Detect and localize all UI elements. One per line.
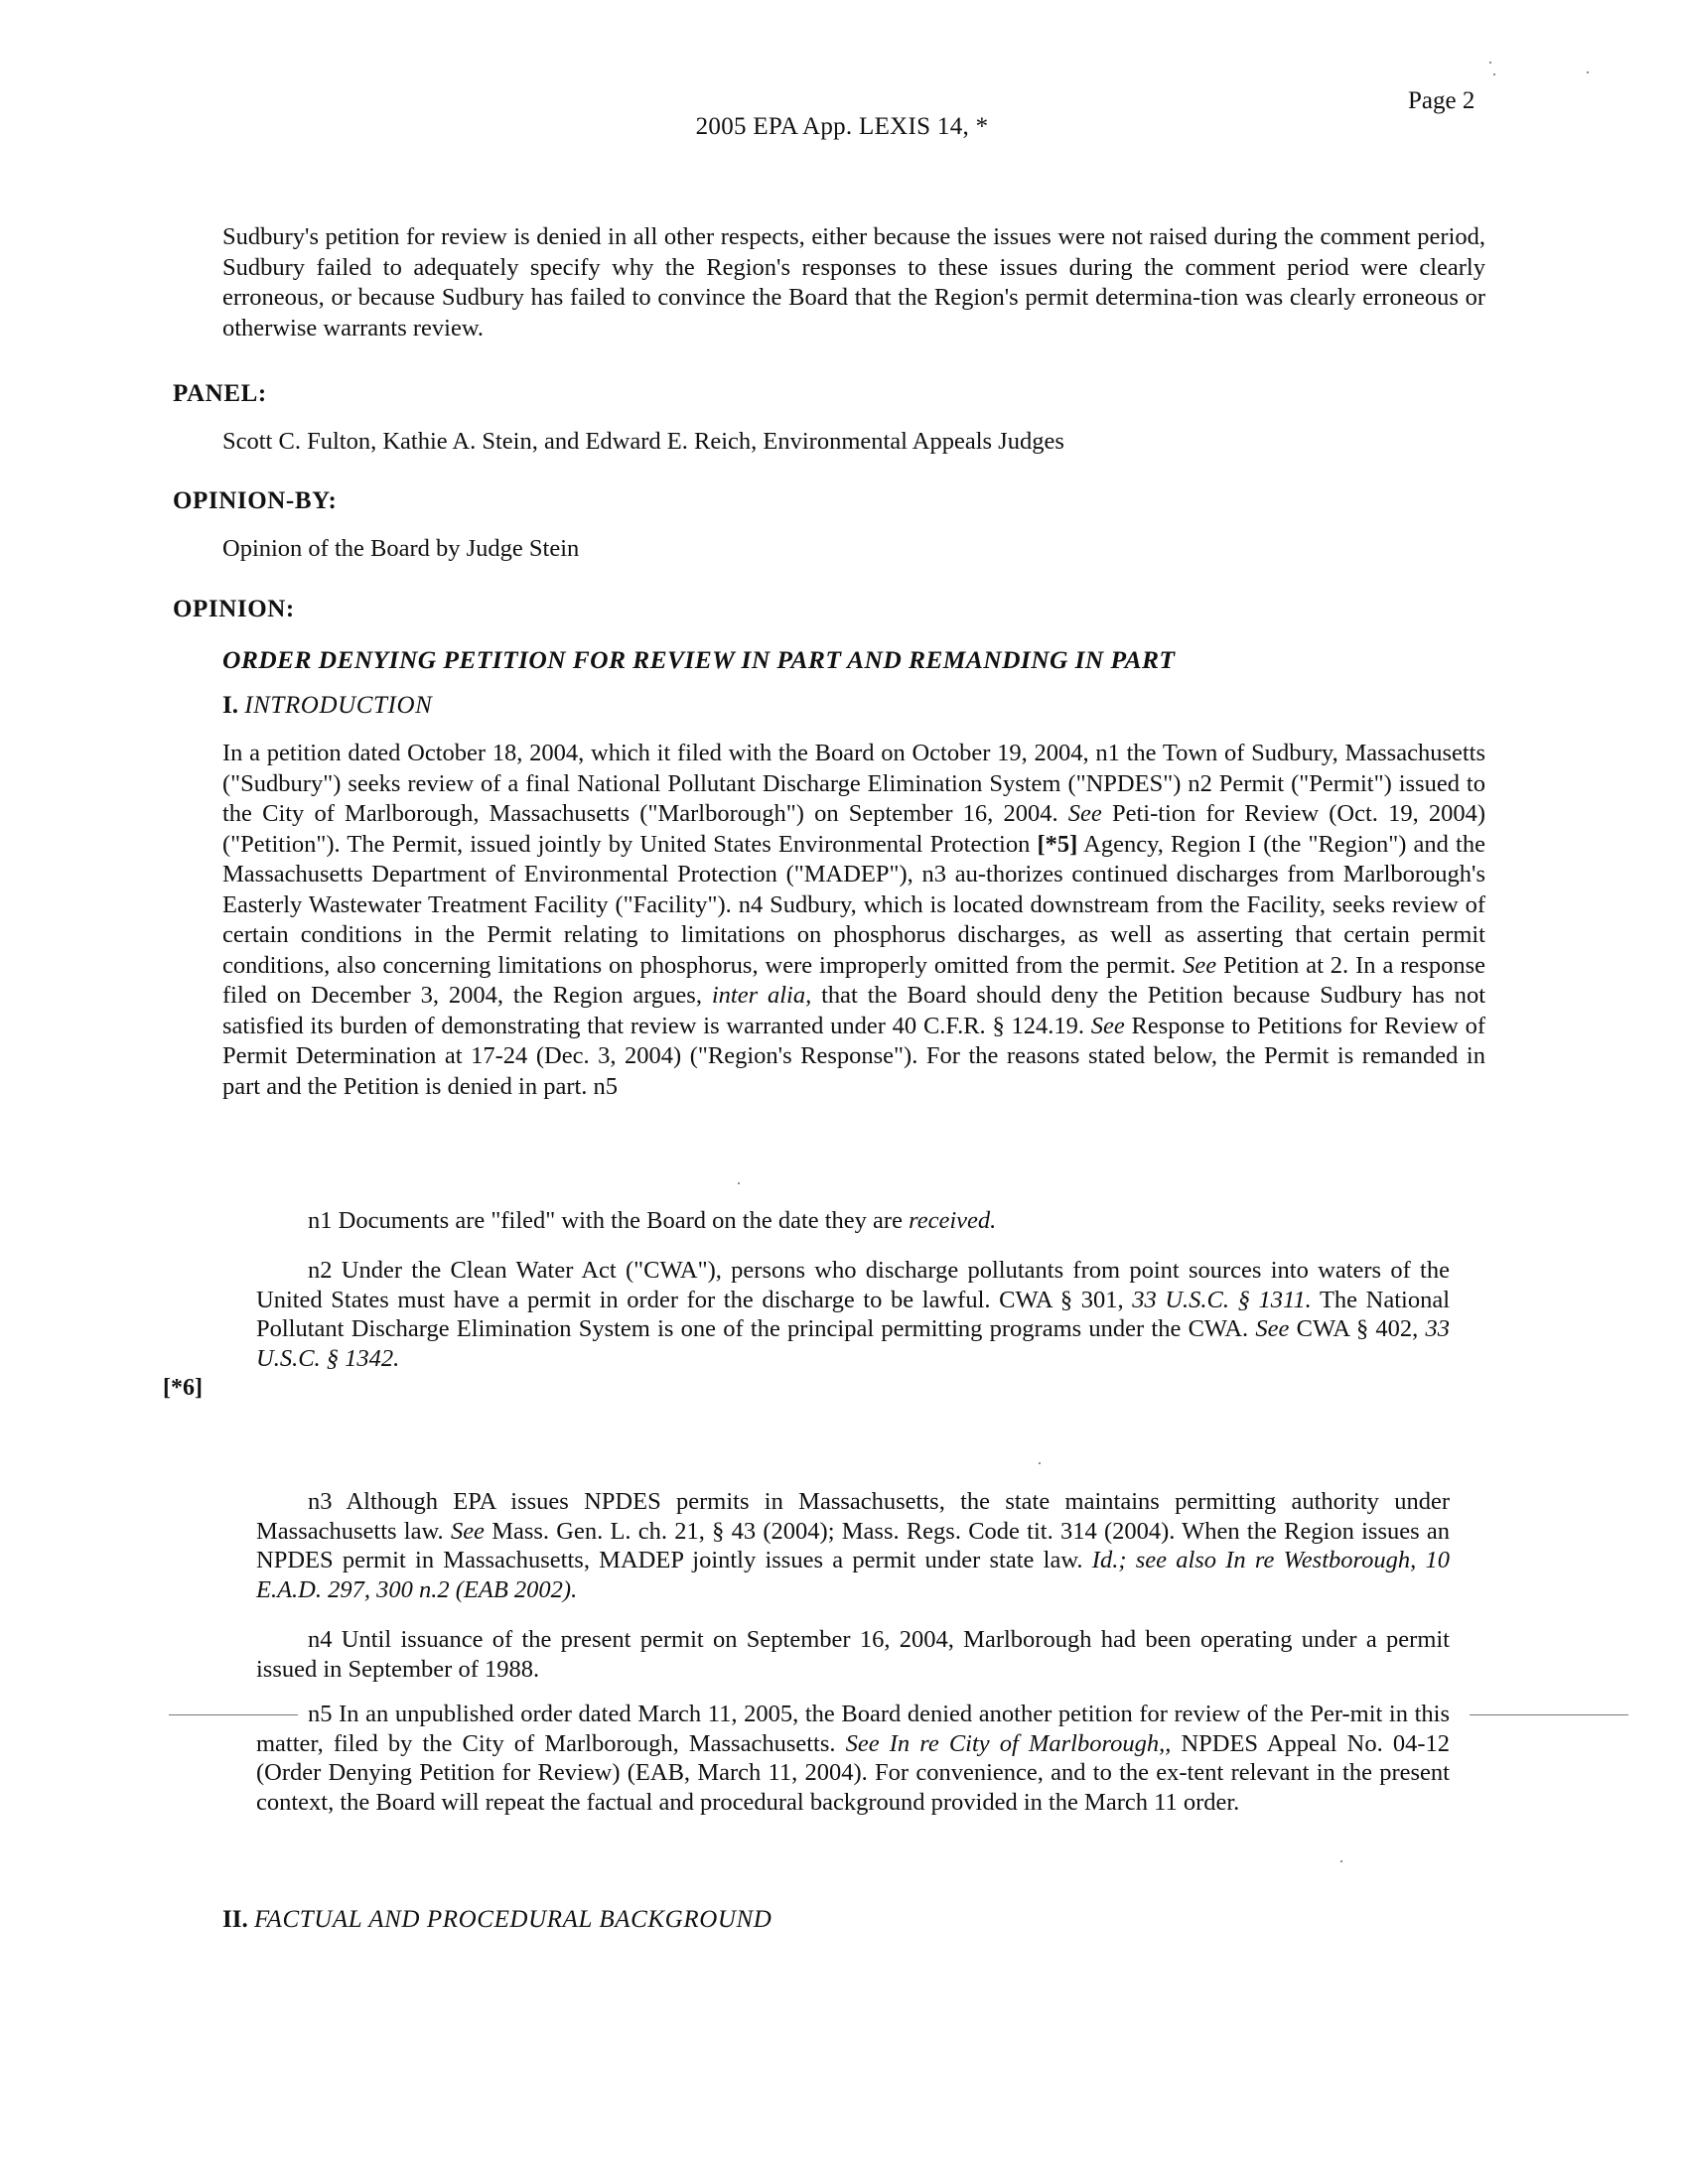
footnote-n3 [256,1487,1450,1604]
section-number: II. [222,1906,248,1933]
star-page-marker-6: [*6] [163,1375,203,1401]
latin-phrase: inter alia, [711,982,812,1009]
section-heading-introduction [222,692,432,720]
section-title: INTRODUCTION [244,692,433,719]
text-run: Response to Petitions for Review of Permit Determination at 17-24 (Dec. 3, 2004) ("Region's Response"). For the reasons stated below, the Permit is remanded in part and the Petition is denied in part. n5 [222,1012,1485,1100]
text-run: Mass. Gen. L. ch. 21, § 43 (2004); Mass. Regs. Code tit. 314 (2004). When the Region issues an NPDES permit in Massachusetts, MADEP jointly issues a permit under state law. [256,1517,1451,1573]
text-run: Agency, Region I (the "Region") and the Massachusetts Department of Environmental Protection ("MADEP"), n3 au-thorizes continued discharges from Marlborough's Easterly Wastewater Treatment Facility ("Facility"). n4 Sudbury, which is located downstream from the Facility, seeks review of certain conditions in the Permit relating to limitations on phosphorus discharges, as well as asserting that certain permit conditions, also concerning limitations on phosphorus, were improperly omitted from the permit. [222,830,1485,979]
text-run: CWA § 402, [1296,1315,1419,1342]
scan-speck [738,1182,740,1184]
signal-see: See [450,1517,485,1545]
panel-label: PANEL: [173,380,267,407]
text-run: that the Board should deny the Petition because Sudbury has not satisfied its burden of demonstrating that review is warranted under 40 C.F.R. § 124.19. [222,982,1486,1039]
text-run: n5 In an unpublished order dated March 11, 2005, the Board denied another petition for review of the Per-mit in this matter, filed by the City of Marlborough, Massachusetts. [256,1701,1450,1757]
intro-paragraph: Sudbury's petition for review is denied in all other respects, either because the issues were not raised during the comment period, Sudbury failed to adequately specify why the Region's responses to these issues during the comment period were clearly erroneous, or because Sudbury has failed to convince the Board that the Region's permit determina-tion was clearly erroneous or otherwise warrants review. [222,223,1485,341]
footnote-n5 [256,1700,1450,1817]
text-run: n2 Under the Clean Water Act ("CWA"), persons who discharge pollutants from point sources into waters of the United States must have a permit in order for the discharge to be lawful. CWA § 301, [256,1257,1450,1313]
footnote-rule-right [1470,1714,1628,1715]
footnote-n2 [256,1256,1450,1373]
text-run: Petition at 2. In a response filed on December 3, 2004, the Region argues, [222,951,1485,1009]
text-run: n1 Documents are "filed" with the Board on the date they are [308,1207,903,1234]
text-run: NPDES Appeal No. 04-12 (Order Denying Petition for Review) (EAB, March 11, 2004). For convenience, and to the ex-tent relevant in the present context, the Board will repeat the factual and procedural background provided in the March 11 order. [256,1729,1450,1816]
footnote-n4: n4 Until issuance of the present permit on September 16, 2004, Marlborough had been operating under a permit issued in September of 1988. [256,1626,1450,1683]
running-head: 2005 EPA App. LEXIS 14, * [695,113,989,140]
signal-see: See [1067,800,1102,827]
scan-speck [1493,73,1495,75]
signal-see: See [1090,1012,1125,1039]
panel-judges: Scott C. Fulton, Kathie A. Stein, and Edward E. Reich, Environmental Appeals Judges [222,428,1064,455]
opinion-by-label: OPINION-BY: [173,487,338,514]
opinion-by-value: Opinion of the Board by Judge Stein [222,535,580,562]
text-run: The National Pollutant Discharge Elimination System is one of the principal permitting programs under the CWA. [256,1286,1451,1342]
section-heading-background [222,1906,772,1934]
opinion-label: OPINION: [173,596,295,622]
signal-see: See [1255,1315,1290,1342]
text-run: Peti-tion for Review (Oct. 19, 2004) ("Petition"). The Permit, issued jointly by United States Environmental Protection [222,800,1486,858]
star-page-marker: [*5] [1037,830,1078,858]
scan-speck [1340,1860,1342,1862]
scan-speck [1587,71,1589,73]
signal-see: See [1183,951,1217,979]
citation: See In re City of Marlborough,, [845,1729,1172,1757]
section-title: FACTUAL AND PROCEDURAL BACKGROUND [253,1906,772,1933]
section-number: I. [222,692,238,719]
text-run: n3 Although EPA issues NPDES permits in Massachusetts, the state maintains permitting authority under Massachusetts law. [256,1488,1450,1545]
text-run: In a petition dated October 18, 2004, which it filed with the Board on October 19, 2004, n1 the Town of Sudbury, Massachusetts ("Sudbury") seeks review of a final National Pollutant Discharge Elimination System ("NPDES") n2 Permit ("Permit") issued to the City of Marlborough, Massachusetts ("Marlborough") on September 16, 2004. [222,740,1485,827]
scan-speck [1039,1462,1041,1464]
footnote-n1 [308,1206,1450,1236]
citation: 33 U.S.C. § 1311. [1132,1286,1312,1313]
citation: 33 U.S.C. § 1342. [256,1315,1451,1372]
scan-speck [1489,62,1491,64]
emphasis: received. [909,1207,997,1234]
order-title: ORDER DENYING PETITION FOR REVIEW IN PART AND REMANDING IN PART [222,645,1176,674]
page-number: Page 2 [1408,87,1475,114]
opinion-main-paragraph [222,739,1485,1102]
citation: Id.; see also In re Westborough, 10 E.A.D. 297, 300 n.2 (EAB 2002). [256,1547,1450,1603]
